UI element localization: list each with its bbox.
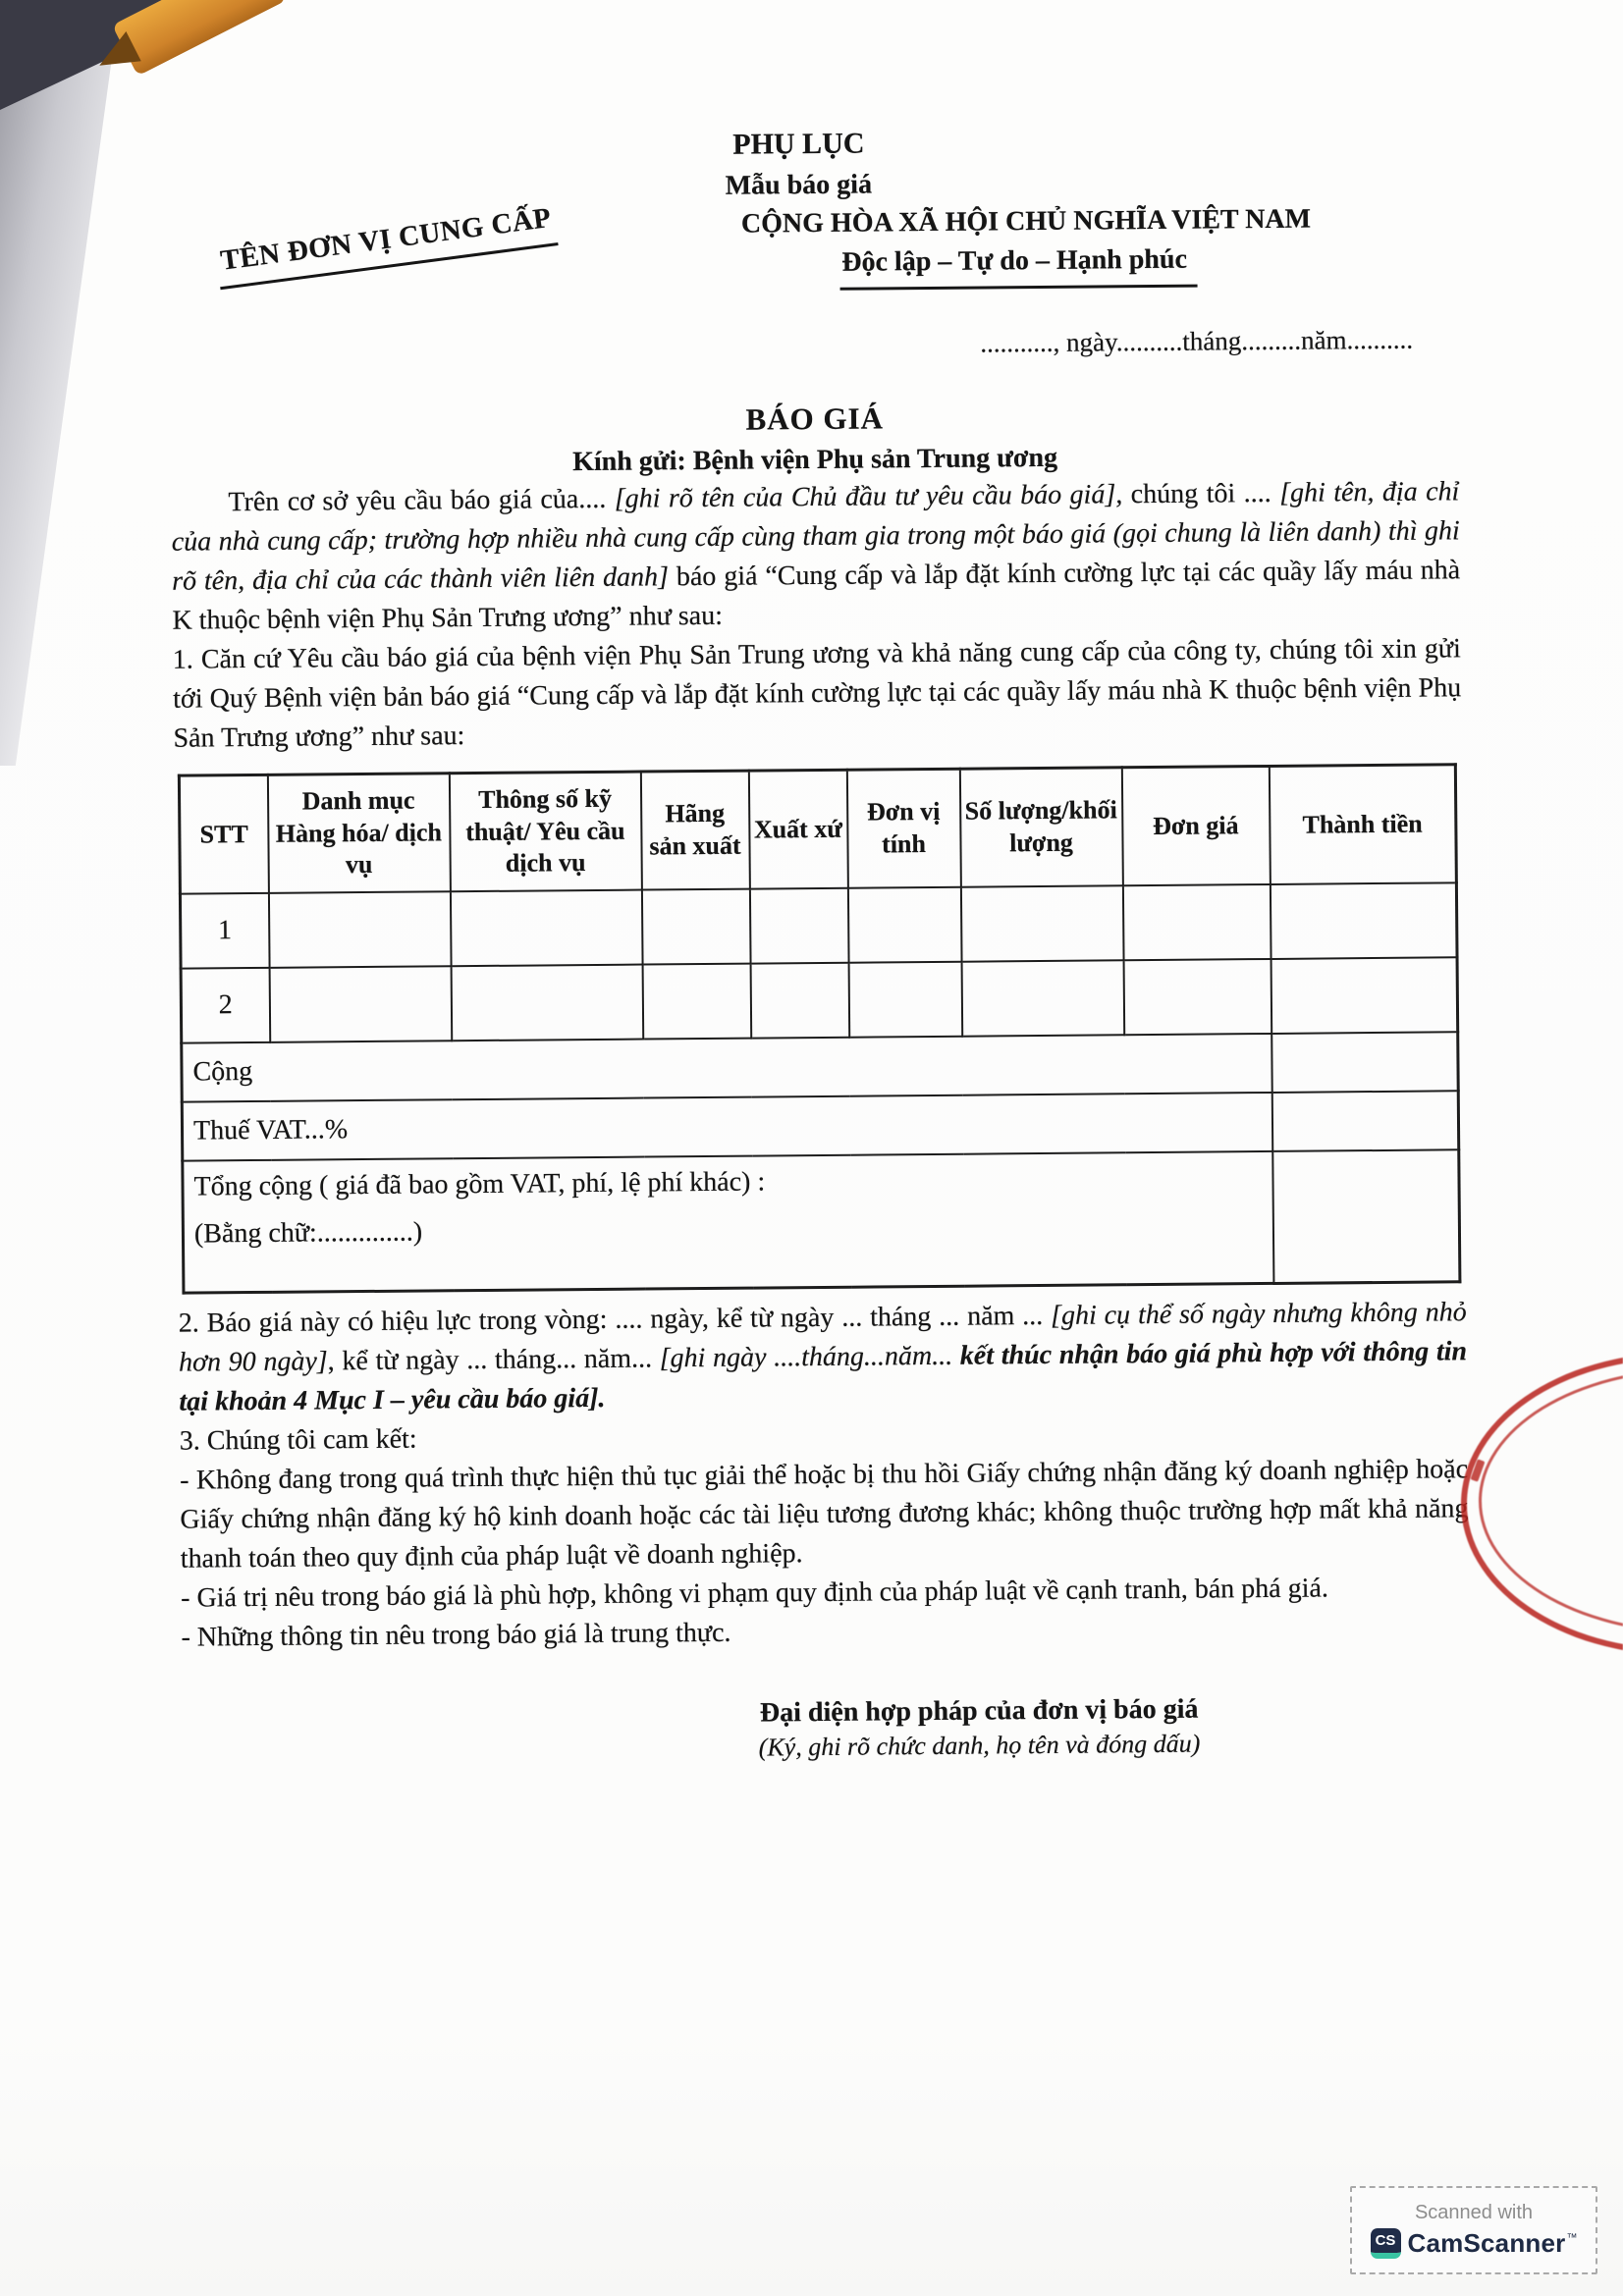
total-label: Tổng cộng ( giá đã bao gồm VAT, phí, lệ phí khác) : [193,1165,766,1202]
red-stamp-arc [1451,1347,1623,1651]
total-row [183,1149,1460,1293]
national-title: CỘNG HÒA XÃ HỘI CHỦ NGHĨA VIỆT NAM [740,203,1312,240]
trademark-symbol: ™ [1566,2231,1578,2244]
sum-label: Cộng [182,1033,1271,1101]
col-header-danh-muc: Danh mục Hàng hóa/ dịch vụ [267,774,450,893]
camscanner-brand-text: CamScanner [1407,2228,1566,2258]
col-header-don-vi-tinh: Đơn vị tính [846,769,960,887]
item-3-heading: 3. Chúng tôi cam kết: [179,1423,417,1457]
intro-seg2: [ghi rõ tên của Chủ đầu tư yêu cầu báo giá], [614,479,1123,514]
intro-seg4: [ghi tên, địa chỉ của nhà cung cấp; trường hợp nhiều nhà cung cấp cùng tham gia trong một báo giá (gọi chung là liên danh) thì ghi rõ tên, địa chỉ của các thành viên liên danh] [171,476,1460,597]
quotation-table [178,763,1462,1294]
row-1-stt: 1 [180,892,269,968]
stamp-inner-ring [1479,1368,1623,1633]
vat-label: Thuế VAT...% [182,1092,1271,1160]
national-motto: Độc lập – Tự do – Hạnh phúc [839,240,1197,291]
table-row [180,882,1457,968]
document-header [725,119,1413,292]
intro-paragraph [171,472,1460,640]
signature-instruction: (Ký, ghi rõ chức danh, họ tên và đóng dấu) [758,1729,1201,1762]
signature-block [665,1692,1294,1763]
scanned-with-text: Scanned with [1414,2202,1534,2223]
item-2-paragraph [179,1293,1468,1421]
col-header-stt: STT [179,774,268,893]
amount-in-words: (Bằng chữ:..............) [193,1216,423,1250]
camscanner-brand-row [1371,2228,1578,2259]
camscanner-logo-icon: CS [1371,2228,1401,2259]
intro-seg1: Trên cơ sở yêu cầu báo giá của.... [228,483,615,518]
item2-seg3: , kể từ ngày ... tháng... năm... [327,1342,660,1376]
supplier-name-label: TÊN ĐƠN VỊ CUNG CẤP [215,201,559,290]
commitment-1: - Không đang trong quá trình thực hiện thủ tục giải thể hoặc bị thu hồi Giấy chứng nhận đăng ký doanh nghiệp hoặc Giấy chứng nhận đăng ký hộ kinh doanh hoặc các tài liệu tương đương khác; không thuộc trường hợp mất khả năng thanh toán theo quy định của pháp luật về doanh nghiệp. [179,1453,1469,1575]
signature-title: Đại diện hợp pháp của đơn vị báo giá [759,1693,1199,1729]
sum-value-cell [1271,1032,1459,1093]
form-name-label: Mẫu báo giá [725,169,873,201]
document-body [170,324,1471,1767]
item-1-paragraph: 1. Căn cứ Yêu cầu báo giá của bệnh viện Phụ Sản Trung ương và khả năng cung cấp của công ty, chúng tôi xin gửi tới Quý Bệnh viện bản báo giá “Cung cấp và lắp đặt kính cường lực tại các quầy lấy máu nhà K thuộc bệnh viện Phụ Sản Trưng ương” như sau: [172,633,1462,754]
intro-seg5: báo giá “Cung cấp và lắp đặt kính cường lực tại các quầy lấy máu nhà K thuộc bệnh viện Phụ Sản Trưng ương” như sau: [172,555,1461,636]
commitment-2: - Giá trị nêu trong báo giá là phù hợp, không vi phạm quy định của pháp luật về cạnh tranh, bán phá giá. [181,1572,1329,1614]
table-row [181,957,1458,1042]
commitment-3: - Những thông tin nêu trong báo giá là trung thực. [181,1617,731,1653]
intro-seg3: chúng tôi .... [1122,477,1280,510]
total-value-cell [1272,1149,1460,1283]
item2-seg1: 2. Báo giá này có hiệu lực trong vòng: .... ngày, kể từ ngày ... tháng ... năm ... [178,1300,1052,1339]
item2-seg4: [ghi ngày ....tháng...năm... [659,1340,960,1373]
col-header-thanh-tien: Thành tiền [1269,765,1456,884]
date-line: ..........., ngày..........tháng.........năm.......... [980,324,1414,358]
col-header-so-luong: Số lượng/khối lượng [959,768,1122,886]
document-title: BÁO GIÁ [745,400,885,437]
item2-seg5: kết thúc nhận báo giá phù hợp với thông tin tại khoản 4 Mục I – yêu cầu báo giá]. [179,1335,1468,1417]
col-header-hang-san-xuat: Hãng sản xuất [640,771,749,889]
col-header-don-gia: Đơn giá [1121,766,1270,884]
col-header-thong-so: Thông số kỹ thuật/ Yêu cầu dịch vụ [449,772,641,891]
sum-row [182,1032,1458,1101]
item2-seg2: [ghi cụ thể số ngày nhưng không nhỏ hơn 90 ngày] [178,1296,1467,1378]
row-2-stt: 2 [181,967,270,1042]
national-motto-wrap [839,239,1413,291]
vat-row [182,1091,1458,1160]
table-header-row [179,765,1456,893]
camscanner-watermark [1350,2186,1597,2274]
col-header-xuat-xu: Xuất xứ [748,770,847,888]
vat-value-cell [1271,1091,1459,1151]
appendix-label: PHỤ LỤC [732,127,865,161]
salutation-line: Kính gửi: Bệnh viện Phụ sản Trung ương [572,442,1058,478]
total-label-cell [183,1150,1273,1292]
